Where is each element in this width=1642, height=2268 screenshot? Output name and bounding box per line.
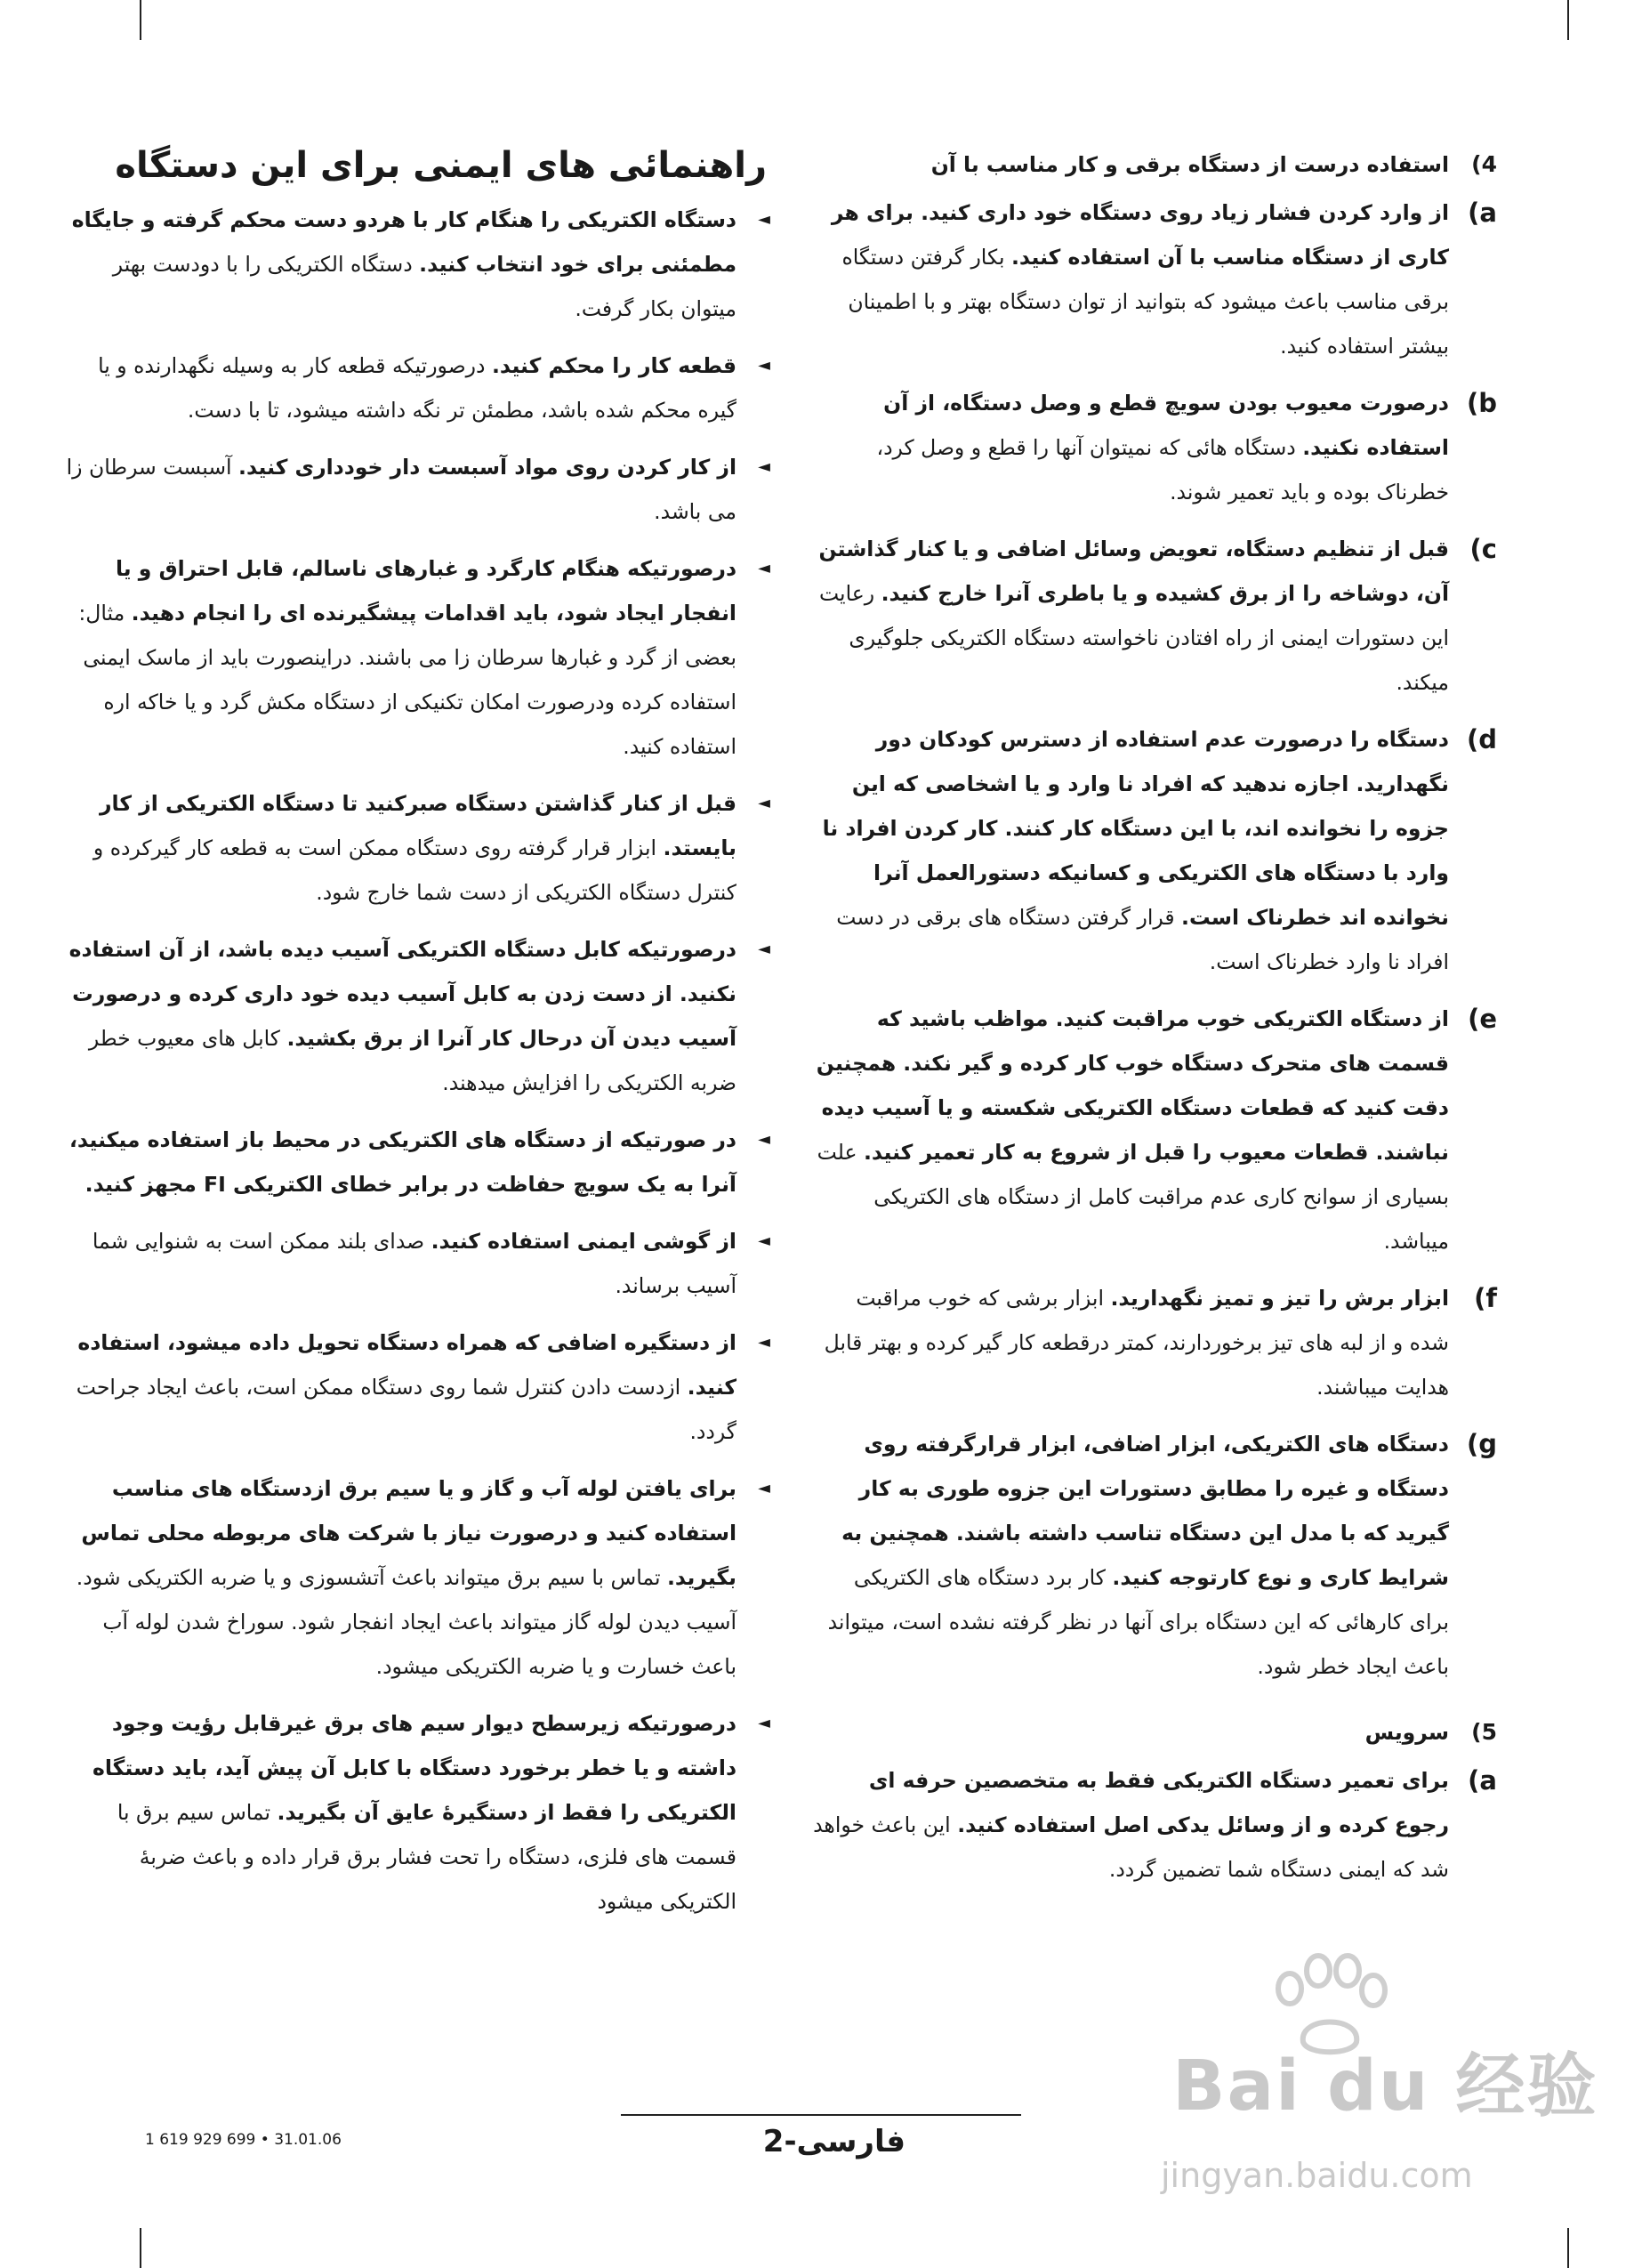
crop-mark (140, 2228, 141, 2268)
section-title: استفاده درست از دستگاه برقی و کار مناسب با آن (930, 152, 1449, 177)
list-item (812, 997, 1497, 1263)
bullet-triangle-icon: ◄ (758, 356, 770, 375)
item-bold-text: از دستگاه الکتریکی خوب مراقبت کنید. مواظب باشید که قسمت های متحرک دستگاه خوب کار کرده و گیر نکند. همچنین دقت کنید که قطعات دستگاه الکتریکی شکسته و یا آسیب دیده نباشند. قطعات معیوب را قبل از شروع به کار تعمیر کنید. (816, 1006, 1449, 1165)
item-letter: c) (1469, 534, 1497, 564)
bullet-triangle-icon: ◄ (758, 1333, 770, 1352)
item-text: ابزار برشی که خوب مراقبت شده و از لبه های تیز برخوردارند، کمتر درقطعه کار گیر کرده و بهتر قابل هدایت میباشند. (824, 1286, 1449, 1400)
section-4-items (812, 190, 1497, 1689)
item-text: رعایت این دستورات ایمنی از راه افتادن ناخواسته دستگاه الکتریکی جلوگیری میکند. (818, 581, 1449, 695)
bullet-text: ازدست دادن کنترل شما روی دستگاه ممکن است، باعث ایجاد جراحت گردد. (76, 1375, 736, 1444)
item-letter: e) (1468, 1004, 1497, 1034)
bullet-item (59, 546, 770, 769)
page-number: فارسی-2 (762, 2124, 906, 2159)
document-code: 1 619 929 699 • 31.01.06 (145, 2131, 342, 2149)
crop-mark (1567, 0, 1569, 40)
item-letter: a) (1468, 198, 1497, 228)
bullet-text: دستگاه الکتریکی را با دودست بهتر میتوان بکار گرفت. (112, 252, 736, 321)
bullet-text: صدای بلند ممکن است به شنوایی شما آسیب برساند. (92, 1229, 736, 1298)
item-bold-text: قبل از تنظیم دستگاه، تعویض وسائل اضافی و یا کنار گذاشتن آن، دوشاخه را از برق کشیده و یا باطری آنرا خارج کنید. (818, 537, 1449, 606)
right-column (812, 142, 1497, 1904)
bullet-bold-text: درصورتیکه زیرسطح دیوار سیم های برق غیرقابل رؤیت وجود داشته و یا خطر برخورد دستگاه با کابل آن پیش آید، باید دستگاه الکتریکی را فقط از دستگیرهٔ عایق آن بگیرید. (92, 1711, 736, 1825)
section-5-heading (812, 1710, 1497, 1755)
bullet-bold-text: قطعه کار را محکم کنید. (491, 353, 736, 378)
watermark-url: jingyan.baidu.com (1161, 2156, 1473, 2195)
bullet-bold-text: از گوشی ایمنی استفاده کنید. (431, 1229, 736, 1254)
bullet-item (59, 1320, 770, 1454)
bullet-text: تماس سیم برق با قسمت های فلزی، دستگاه را تحت فشار برق قرار داده و باعث ضربهٔ الکتریکی میشود (117, 1800, 736, 1914)
bullet-triangle-icon: ◄ (758, 1231, 770, 1250)
item-letter: f) (1474, 1283, 1497, 1313)
list-item (812, 1758, 1497, 1892)
section-4-heading (812, 142, 1497, 187)
item-letter: a) (1468, 1765, 1497, 1796)
bullet-bold-text: قبل از کنار گذاشتن دستگاه صبرکنید تا دستگاه الکتریکی از کار بایستد. (100, 791, 736, 860)
bullet-bold-text: درصورتیکه هنگام کارگرد و غبارهای ناسالم، قابل احتراق و یا انفجار ایجاد شود، باید اقدامات پیشگیرنده ای را انجام دهید. (115, 556, 736, 626)
bullet-triangle-icon: ◄ (758, 1714, 770, 1732)
list-item (812, 190, 1497, 368)
item-bold-text: دستگاه های الکتریکی، ابزار اضافی، ابزار قرارگرفته روی دستگاه و غیره را مطابق دستورات این جزوه طوری به کار گیرید که با مدل این دستگاه تناسب داشته باشند. همچنین به شرایط کاری و نوع کارتوجه کنید. (841, 1432, 1449, 1590)
bullet-bold-text: از دستگیره اضافی که همراه دستگاه تحویل داده میشود، استفاده کنید. (77, 1330, 736, 1400)
item-letter: b) (1466, 388, 1497, 418)
bullet-item (59, 781, 770, 915)
footer-rule (621, 2114, 1021, 2116)
item-text: این باعث خواهد شد که ایمنی دستگاه شما تضمین گردد. (813, 1812, 1449, 1882)
bullet-item (59, 1701, 770, 1924)
section-number: 5) (1471, 1719, 1497, 1745)
list-item (812, 717, 1497, 984)
item-letter: g) (1466, 1429, 1497, 1459)
item-letter: d) (1466, 724, 1497, 755)
item-text: قرار گرفتن دستگاه های برقی در دست افراد نا وارد خطرناک است. (836, 905, 1449, 974)
bullet-text: تماس با سیم برق میتواند باعث آتشسوزی و یا ضربه الکتریکی شود. آسیب دیدن لوله گاز میتواند باعث ایجاد انفجار شود. سوراخ شدن لوله آب باعث خسارت و یا ضربه الکتریکی میشود. (76, 1565, 736, 1679)
bullet-triangle-icon: ◄ (758, 559, 770, 577)
list-item (812, 1276, 1497, 1409)
list-item (812, 1422, 1497, 1689)
bullet-text: ابزار قرار گرفته روی دستگاه ممکن است به قطعه کار گیرکرده و کنترل دستگاه الکتریکی از دست شما خارج شود. (93, 835, 736, 905)
item-text: کار برد دستگاه های الکتریکی برای کارهائی که این دستگاه برای آنها در نظر گرفته نشده است، میتواند باعث ایجاد خطر شود. (827, 1565, 1449, 1679)
bullet-item (59, 198, 770, 331)
bullet-text: کابل های معیوب خطر ضربه الکتریکی را افزایش میدهند. (88, 1026, 736, 1095)
bullet-bold-text: دستگاه الکتریکی را هنگام کار با هردو دست محکم گرفته و جایگاه مطمئنی برای خود انتخاب کنید. (71, 207, 736, 277)
item-bold-text: دستگاه را درصورت عدم استفاده از دسترس کودکان دور نگهدارید. اجازه ندهید که افراد نا وارد و یا اشخاصی که این جزوه را نخوانده اند، با این دستگاه کار کنند. کار کردن افراد نا وارد با دستگاه های الکتریکی و کسانیکه دستورالعمل آنرا نخوانده اند خطرناک است. (822, 727, 1449, 930)
bullet-text: آسبست سرطان زا می باشد. (66, 455, 736, 524)
list-item (812, 527, 1497, 705)
bullet-item (59, 445, 770, 534)
watermark-logo: Bai du 经验 (1172, 2046, 1598, 2127)
bullet-item (59, 1118, 770, 1207)
item-text: دستگاه هائی که نمیتوان آنها را قطع و وصل کرد، خطرناک بوده و باید تعمیر شوند. (876, 435, 1449, 504)
bullet-text: مثال: بعضی از گرد و غبارها سرطان زا می باشند. دراینصورت باید از ماسک ایمنی استفاده کرده ودرصورت امکان تکنیکی از دستگاه مکش گرد و یا خاکه اره استفاده کنید. (78, 601, 736, 759)
bullet-bold-text: برای یافتن لوله آب و گاز و یا سیم برق ازدستگاه های مناسب استفاده کنید و درصورت نیاز با شرکت های مربوطه محلی تماس بگیرید. (81, 1476, 736, 1590)
bullet-item (59, 343, 770, 432)
bullet-item (59, 1219, 770, 1308)
page-title: راهنمائی های ایمنی برای این دستگاه (115, 145, 767, 186)
paw-watermark-icon (1263, 1953, 1397, 2060)
section-title: سرویس (1364, 1720, 1449, 1745)
bullet-triangle-icon: ◄ (758, 794, 770, 812)
bullet-triangle-icon: ◄ (758, 940, 770, 958)
bullet-triangle-icon: ◄ (758, 1479, 770, 1497)
bullet-bold-text: درصورتیکه کابل دستگاه الکتریکی آسیب دیده باشد، از آن استفاده نکنید. از دست زدن به کابل آسیب دیده خود داری کرده و درصورت آسیب دیدن آن درحال کار آنرا از برق بکشید. (68, 937, 736, 1051)
bullet-triangle-icon: ◄ (758, 210, 770, 229)
item-bold-text: برای تعمیر دستگاه الکتریکی فقط به متخصصین حرفه ای رجوع کرده و از وسائل یدکی اصل استفاده کنید. (868, 1768, 1449, 1837)
item-bold-text: ابزار برش را تیز و تمیز نگهدارید. (1110, 1286, 1449, 1311)
list-item (812, 381, 1497, 514)
bullet-triangle-icon: ◄ (758, 1130, 770, 1149)
bullet-triangle-icon: ◄ (758, 457, 770, 476)
bullet-item (59, 927, 770, 1105)
bullet-item (59, 1466, 770, 1689)
item-bold-text: درصورت معیوب بودن سویچ قطع و وصل دستگاه، از آن استفاده نکنید. (883, 391, 1449, 460)
safety-bullet-list (59, 198, 770, 1924)
item-bold-text: از وارد کردن فشار زیاد روی دستگاه خود داری کنید. برای هر کاری از دستگاه مناسب با آن استفاده کنید. (831, 200, 1449, 270)
bullet-bold-text: در صورتیکه از دستگاه های الکتریکی در محیط باز استفاده میکنید، آنرا به یک سویچ حفاظت در برابر خطای الکتریکی FI مجهز کنید. (68, 1127, 736, 1197)
left-column (59, 142, 770, 1936)
bullet-text: درصورتیکه قطعه کار به وسیله نگهدارنده و یا گیره محکم شده باشد، مطمئن تر نگه داشته میشود، تا با دست. (98, 353, 736, 423)
section-5-items (812, 1758, 1497, 1892)
crop-mark (1567, 2228, 1569, 2268)
section-number: 4) (1471, 151, 1497, 177)
crop-mark (140, 0, 141, 40)
item-text: علت بسیاری از سوانح کاری عدم مراقبت کامل از دستگاه های الکتریکی میباشد. (817, 1140, 1449, 1254)
bullet-bold-text: از کار کردن روی مواد آسبست دار خودداری کنید. (238, 455, 736, 480)
item-text: بکار گرفتن دستگاه برقی مناسب باعث میشود که بتوانید از توان دستگاه بهتر و با اطمینان بیشتر استفاده کنید. (841, 245, 1449, 359)
